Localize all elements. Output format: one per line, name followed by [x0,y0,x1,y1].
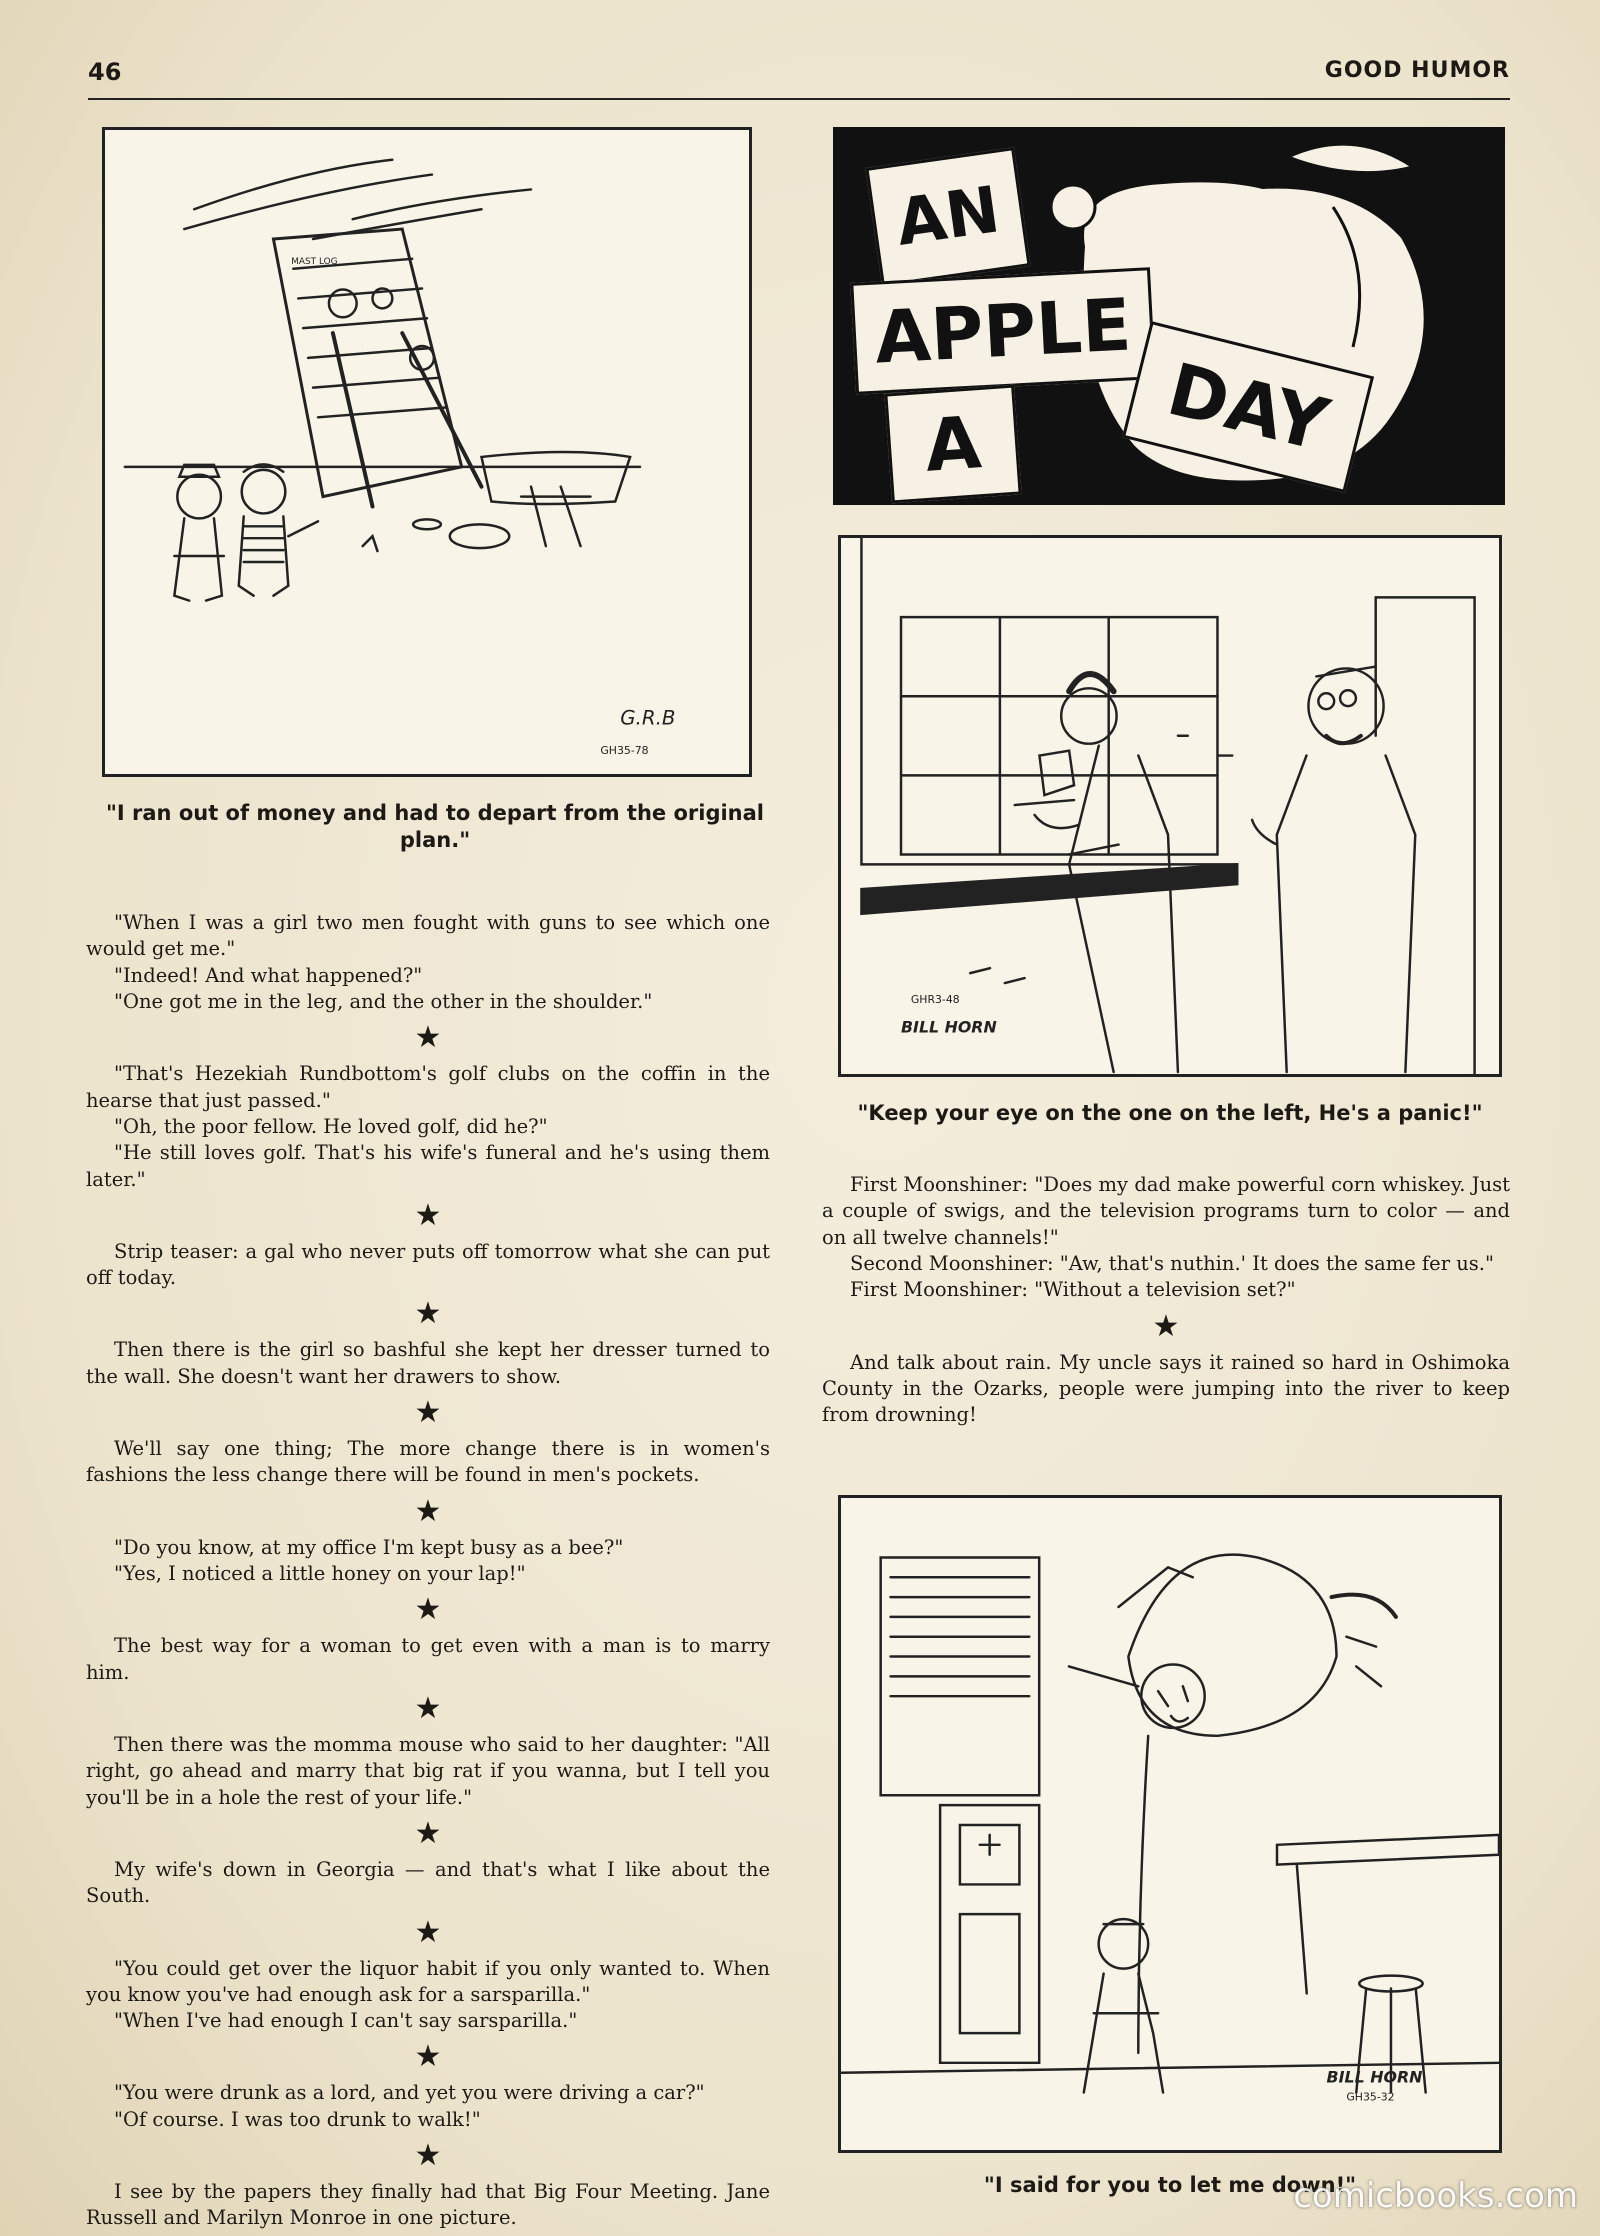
cartoon-microscope-caption: "Keep your eye on the one on the left, He's a panic!" [857,1101,1483,1125]
jokes-column-left [86,910,770,2232]
joke-line: "That's Hezekiah Rundbottom's golf clubs on the coffin in the hearse that just passed." [86,1062,770,1112]
title-panel-apple-a-day [833,127,1505,505]
cartoon-billboard-caption: "I ran out of money and had to depart from the original plan." [105,801,765,853]
signature-bill-horn-1: BILL HORN [901,1017,997,1037]
cartoon-billboard-drawing [105,130,749,774]
cartoon-code-left: GH35-78 [600,744,649,758]
star-separator-icon: ★ [414,1592,442,1628]
signature-bill-horn-2: BILL HORN [1326,2067,1423,2087]
joke-line: First Moonshiner: "Without a television set?" [850,1278,1296,1302]
star-separator-icon: ★ [414,1493,442,1529]
joke-line: I see by the papers they finally had that Big Four Meeting. Jane Russell and Marilyn Monroe in one picture. [86,2180,770,2230]
star-separator-icon: ★ [414,1815,442,1851]
joke-line: Second Moonshiner: "Aw, that's nuthin.' It does the same fer us." [850,1251,1494,1275]
jokes-column-right [822,1172,1510,1429]
joke-line: "You were drunk as a lord, and yet you were driving a car?" [114,2081,705,2105]
sign-apple: APPLE [850,267,1155,395]
cartoon-microscope-panel [838,535,1502,1077]
joke-line: "Indeed! And what happened?" [114,963,423,987]
joke-line: "When I've had enough I can't say sarsparilla." [114,2009,578,2033]
joke-line: Strip teaser: a gal who never puts off tomorrow what she can put off today. [86,1239,770,1290]
cartoon-microscope-drawing [841,538,1499,1074]
publication-title: GOOD HUMOR [1324,58,1510,83]
star-separator-icon: ★ [414,2138,442,2174]
joke-line: First Moonshiner: "Does my dad make powerful corn whiskey. Just a couple of swigs, and the television programs turn to color — and on all twelve channels!" [822,1173,1510,1249]
site-watermark: comicbooks.com [1293,2176,1578,2216]
star-separator-icon: ★ [414,1690,442,1726]
page-header [88,58,1510,100]
star-separator-icon: ★ [414,1395,442,1431]
sign-day: DAY [1122,321,1374,493]
star-separator-icon: ★ [1152,1308,1180,1344]
joke-line: "When I was a girl two men fought with guns to see which one would get me." [86,911,770,961]
page-number: 46 [88,58,122,86]
cartoon-balloon-panel [838,1495,1502,2153]
signature-grb: G.R.B [620,706,676,730]
cartoon-code-microscope: GHR3-48 [910,992,960,1006]
joke-line: "You could get over the liquor habit if you only wanted to. When you know you've had enough ask for a sarsparilla." [86,1956,770,2006]
cartoon-balloon-drawing [841,1498,1499,2150]
joke-line: The best way for a woman to get even with a man is to marry him. [86,1634,770,1684]
star-separator-icon: ★ [414,1197,442,1233]
sign-a: A [884,385,1021,504]
star-separator-icon: ★ [414,1914,442,1950]
joke-line: "He still loves golf. That's his wife's funeral and he's using them later." [86,1141,770,1191]
joke-line: Then there is the girl so bashful she kept her dresser turned to the wall. She doesn't want her drawers to show. [86,1338,770,1388]
cartoon-billboard-panel [102,127,752,777]
star-separator-icon: ★ [414,1020,442,1056]
joke-line: My wife's down in Georgia — and that's what I like about the South. [86,1857,770,1908]
joke-line: "One got me in the leg, and the other in the shoulder." [114,989,653,1013]
joke-line: We'll say one thing; The more change there is in women's fashions the less change there will be found in men's pockets. [86,1437,770,1487]
sign-an: AN [865,147,1030,287]
joke-line: "Do you know, at my office I'm kept busy as a bee?" [114,1535,624,1559]
joke-line: "Oh, the poor fellow. He loved golf, did he?" [114,1114,548,1138]
board-label: MAST LOG [291,256,338,267]
joke-line: "Of course. I was too drunk to walk!" [114,2107,481,2131]
star-separator-icon: ★ [414,1296,442,1332]
joke-line: And talk about rain. My uncle says it rained so hard in Oshimoka County in the Ozarks, people were jumping into the river to keep from drowning! [822,1350,1510,1427]
cartoon-balloon-caption: "I said for you to let me down!" [983,2173,1357,2197]
joke-line: "Yes, I noticed a little honey on your lap!" [114,1562,526,1585]
cartoon-code-balloon: GH35-32 [1346,2090,1395,2104]
joke-line: Then there was the momma mouse who said to her daughter: "All right, go ahead and marry that big rat if you wanna, but I tell you you'll be in a hole the rest of your life." [86,1732,770,1809]
star-separator-icon: ★ [414,2039,442,2075]
